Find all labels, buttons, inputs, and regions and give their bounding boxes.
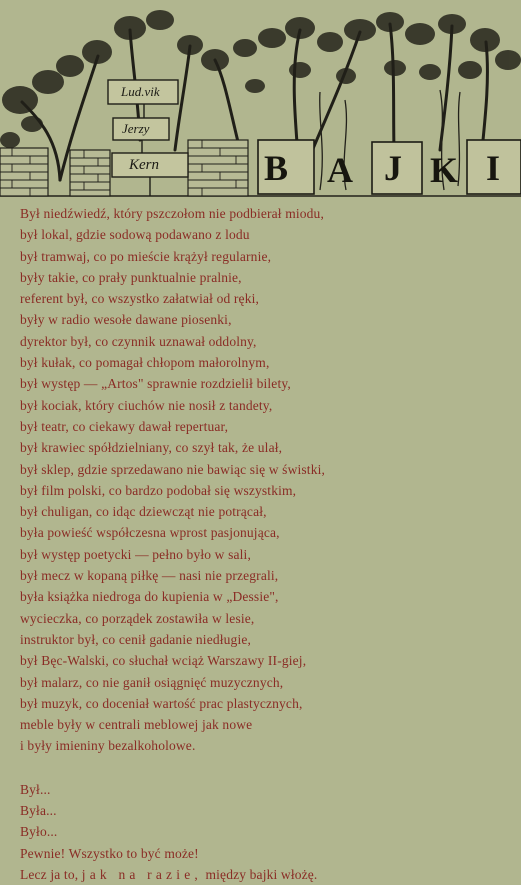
poem-last-line [20, 864, 518, 885]
brick-wall-right [188, 140, 248, 196]
poem-ending-line: Było... [20, 824, 58, 840]
brick-wall-left [0, 148, 48, 196]
poem-line: był występ — „Artos" sprawnie rozdzielił bilety, [20, 376, 291, 392]
title-letter-b: B [264, 148, 289, 188]
sign-author-first: Lud.vik [121, 84, 160, 99]
last-line-spaced-emphasis: jak na razie, [81, 866, 202, 882]
brick-wall-middle [70, 150, 110, 196]
poem-text [20, 203, 518, 885]
title-letter-k: K [430, 150, 459, 190]
title-letter-i: I [486, 148, 501, 188]
last-line-end: między bajki włożę. [205, 866, 318, 882]
poem-line: był mecz w kopaną piłkę — nasi nie przegrali, [20, 568, 279, 584]
poem-line: był film polski, co bardzo podobał się wszystkim, [20, 482, 297, 498]
poem-line: i były imieniny bezalkoholowe. [20, 738, 196, 754]
poem-line: był sklep, gdzie sprzedawano nie bawiąc się w świstki, [20, 461, 326, 477]
poem-line: wycieczka, co porządek zostawiła w lesie, [20, 610, 255, 626]
poem-line: była książka niedroga do kupienia w „Dessie", [20, 589, 279, 605]
poem-line: był kociak, który ciuchów nie nosił z tandety, [20, 397, 273, 413]
stanza-gap [20, 757, 518, 779]
poem-line: był muzyk, co doceniał wartość prac plastycznych, [20, 695, 303, 711]
poem-line: referent był, co wszystko załatwiał od ręki, [20, 291, 260, 307]
poem-ending-line: Pewnie! Wszystko to być może! [20, 845, 199, 861]
poem-ending-line: Był... [20, 781, 51, 797]
poem-line: był tramwaj, co po mieście krążył regularnie, [20, 248, 272, 264]
poem-line: był lokal, gdzie sodową podawano z lodu [20, 227, 250, 243]
poem-line: meble były w centrali meblowej jak nowe [20, 717, 253, 733]
poem-line: instruktor był, co cenił gadanie niedługie, [20, 631, 252, 647]
sign-author-last: Kern [129, 157, 159, 173]
poem-line: był krawiec spółdzielniany, co szył tak, że ulał, [20, 440, 283, 456]
poem-line: był występ poetycki — pełno było w sali, [20, 546, 251, 562]
poem-line: był malarz, co nie ganił osiągnięć muzycznych, [20, 674, 284, 690]
poem-line: Był niedźwiedź, który pszczołom nie podbierał miodu, [20, 206, 324, 221]
poem-line: była powieść współczesna wprost pasjonująca, [20, 525, 280, 541]
header-illustration [0, 0, 521, 210]
last-line-start: Lecz ja to, [20, 866, 79, 882]
poem-line: był Bęc-Walski, co słuchał wciąż Warszawy II-giej, [20, 653, 307, 669]
poem-ending-line: Była... [20, 803, 57, 819]
poem-line: był teatr, co ciekawy dawał repertuar, [20, 418, 229, 434]
poem-line: były takie, co prały punktualnie pralnie, [20, 269, 242, 285]
poem-line: był kułak, co pomagał chłopom małorolnym, [20, 355, 270, 371]
poem-line: były w radio wesołe dawane piosenki, [20, 312, 232, 328]
poem-line: był chuligan, co idąc dziewcząt nie potrącał, [20, 504, 267, 520]
title-letter-a: A [327, 150, 353, 190]
sign-author-middle: Jerzy [122, 121, 150, 136]
title-letter-j: J [384, 148, 402, 188]
poem-line: dyrektor był, co czynnik uznawał oddolny, [20, 333, 257, 349]
